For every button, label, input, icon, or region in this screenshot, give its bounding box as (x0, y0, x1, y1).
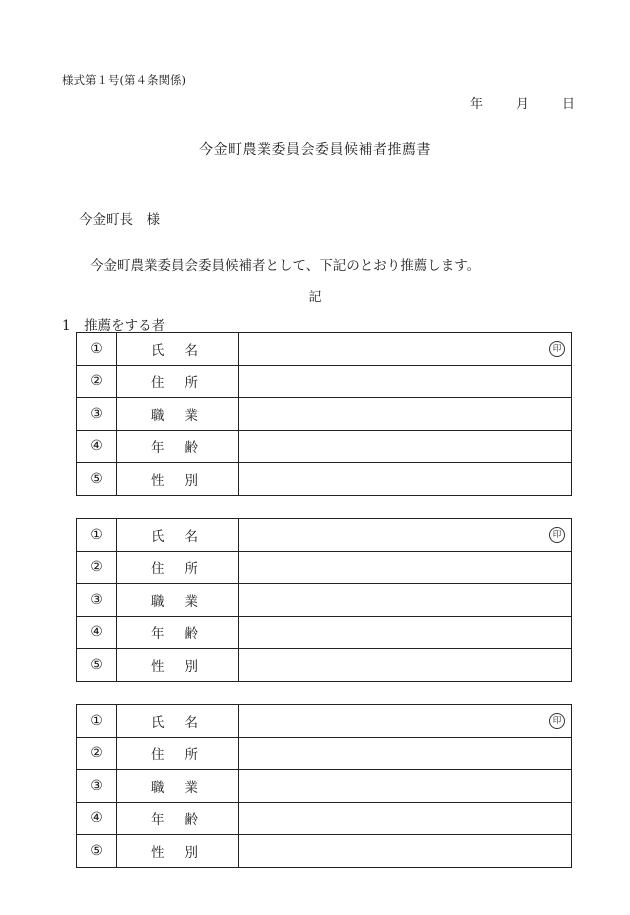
field-label-occupation: 職 業 (117, 770, 239, 803)
recommender-table-1 (76, 332, 572, 496)
row-number: ① (77, 519, 117, 552)
date-day-label: 日 (562, 97, 576, 112)
table-row (77, 616, 572, 649)
addressee: 今金町長 様 (79, 212, 160, 228)
address-field[interactable] (239, 551, 572, 584)
field-label-age: 年 齢 (117, 802, 239, 835)
row-number: ⑤ (77, 463, 117, 496)
form-number: 様式第１号(第４条関係) (62, 73, 186, 87)
name-field[interactable] (239, 519, 572, 552)
field-label-occupation: 職 業 (117, 584, 239, 617)
row-number: ③ (77, 398, 117, 431)
seal-mark: 印 (549, 341, 565, 357)
gender-field[interactable] (239, 835, 572, 868)
address-field[interactable] (239, 737, 572, 770)
field-label-age: 年 齢 (117, 616, 239, 649)
name-field[interactable] (239, 333, 572, 366)
table-row (77, 463, 572, 496)
row-number: ③ (77, 770, 117, 803)
field-label-name: 氏 名 (117, 333, 239, 366)
row-number: ① (77, 333, 117, 366)
row-number: ③ (77, 584, 117, 617)
ki-label: 記 (308, 290, 322, 305)
age-field[interactable] (239, 802, 572, 835)
row-number: ② (77, 365, 117, 398)
row-number: ① (77, 705, 117, 738)
address-field[interactable] (239, 365, 572, 398)
table-row (77, 551, 572, 584)
document-title: 今金町農業委員会委員候補者推薦書 (199, 142, 431, 158)
table-row (77, 584, 572, 617)
body-text: 今金町農業委員会委員候補者として、下記のとおり推薦します。 (90, 258, 481, 274)
field-label-address: 住 所 (117, 365, 239, 398)
occupation-field[interactable] (239, 770, 572, 803)
seal-mark: 印 (549, 713, 565, 729)
table-row (77, 649, 572, 682)
table-row (77, 398, 572, 431)
table-row (77, 705, 572, 738)
occupation-field[interactable] (239, 398, 572, 431)
row-number: ⑤ (77, 835, 117, 868)
table-row (77, 333, 572, 366)
row-number: ④ (77, 616, 117, 649)
recommender-table-2 (76, 518, 572, 682)
table-row (77, 770, 572, 803)
field-label-address: 住 所 (117, 737, 239, 770)
row-number: ④ (77, 430, 117, 463)
row-number: ② (77, 551, 117, 584)
occupation-field[interactable] (239, 584, 572, 617)
section-heading: 1 推薦をする者 (62, 318, 166, 334)
row-number: ② (77, 737, 117, 770)
field-label-address: 住 所 (117, 551, 239, 584)
field-label-gender: 性 別 (117, 463, 239, 496)
field-label-gender: 性 別 (117, 835, 239, 868)
age-field[interactable] (239, 430, 572, 463)
field-label-age: 年 齢 (117, 430, 239, 463)
table-row (77, 737, 572, 770)
field-label-occupation: 職 業 (117, 398, 239, 431)
date-year-label: 年 (470, 97, 484, 112)
table-row (77, 802, 572, 835)
recommender-table-3 (76, 704, 572, 868)
gender-field[interactable] (239, 463, 572, 496)
field-label-gender: 性 別 (117, 649, 239, 682)
age-field[interactable] (239, 616, 572, 649)
seal-mark: 印 (549, 527, 565, 543)
name-field[interactable] (239, 705, 572, 738)
row-number: ⑤ (77, 649, 117, 682)
gender-field[interactable] (239, 649, 572, 682)
table-row (77, 430, 572, 463)
field-label-name: 氏 名 (117, 705, 239, 738)
table-row (77, 519, 572, 552)
table-row (77, 835, 572, 868)
table-row (77, 365, 572, 398)
date-line (470, 93, 575, 112)
row-number: ④ (77, 802, 117, 835)
date-month-label: 月 (516, 97, 530, 112)
field-label-name: 氏 名 (117, 519, 239, 552)
